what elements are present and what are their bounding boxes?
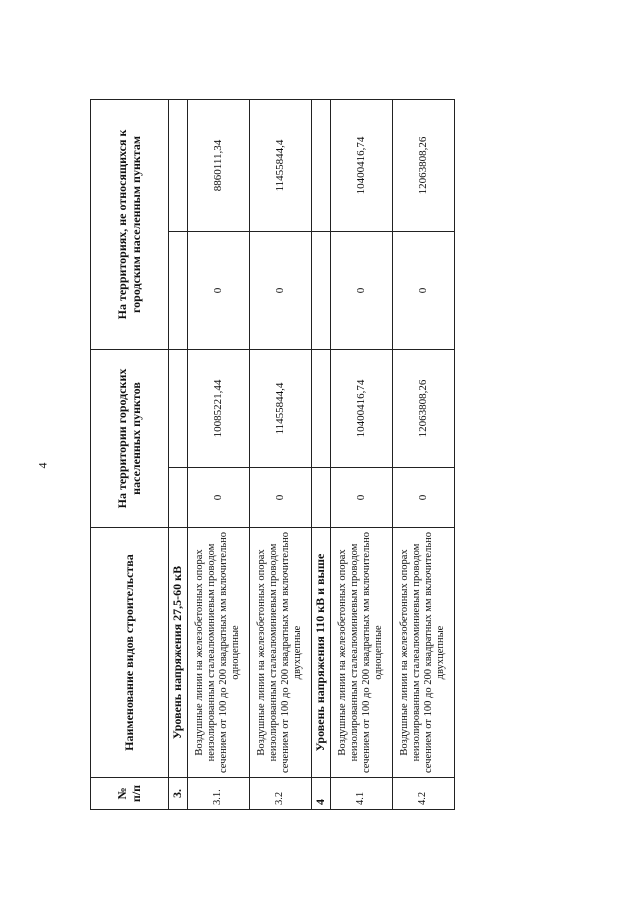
table-row [249,99,311,809]
row-no: 3.2 [249,778,311,810]
section-row-3 [169,99,188,809]
row-name: Воздушные линии на железобетонных опорах неизолированным сталеалюминиевым проводом сечением от 100 до 200 квадратных мм включительно двухцепные [392,528,454,778]
row-name: Воздушные линии на железобетонных опорах неизолированным сталеалюминиевым проводом сечением от 100 до 200 квадратных мм включительно одноцепные [187,528,249,778]
cell-rural-2: 10400416,74 [330,99,392,231]
page-number: 4 [35,462,50,469]
cell-urban-2: 11455844,4 [249,349,311,467]
row-no: 3. [169,778,188,810]
cell-urban-2: 12063808,26 [392,349,454,467]
rotated-table-container [90,100,447,810]
section-row-4 [311,99,330,809]
table-row [187,99,249,809]
row-no: 4 [311,778,330,810]
row-no: 3.1. [187,778,249,810]
cell-rural-1: 0 [249,231,311,349]
cell-rural-1: 0 [330,231,392,349]
cell-urban-1: 0 [249,468,311,528]
table-row [392,99,454,809]
row-name: Воздушные линии на железобетонных опорах неизолированным сталеалюминиевым проводом сечением от 100 до 200 квадратных мм включительно двухцепные [249,528,311,778]
section-title: Уровень напряжения 27,5-60 кВ [169,528,188,778]
row-no: 4.2 [392,778,454,810]
cost-table [90,99,455,810]
row-name: Воздушные линии на железобетонных опорах неизолированным сталеалюминиевым проводом сечением от 100 до 200 квадратных мм включительно одноцепные [330,528,392,778]
cell-urban-2: 10400416,74 [330,349,392,467]
table-row [330,99,392,809]
cell-urban-1: 0 [187,468,249,528]
header-name: Наименование видов строительства [91,528,169,778]
section-title: Уровень напряжения 110 кВ и выше [311,528,330,778]
cell-urban-2: 10085221,44 [187,349,249,467]
cell-rural-2: 12063808,26 [392,99,454,231]
cell-urban-1: 0 [330,468,392,528]
header-no: № п/п [91,778,169,810]
header-urban: На территории городских населенных пунктов [91,349,169,527]
cell-urban-1: 0 [392,468,454,528]
cell-rural-1: 0 [187,231,249,349]
row-no: 4.1 [330,778,392,810]
cell-rural-1: 0 [392,231,454,349]
cell-rural-2: 11455844,4 [249,99,311,231]
header-rural: На территориях, не относящихся к городским населенным пунктам [91,99,169,349]
cell-rural-2: 8860111,34 [187,99,249,231]
